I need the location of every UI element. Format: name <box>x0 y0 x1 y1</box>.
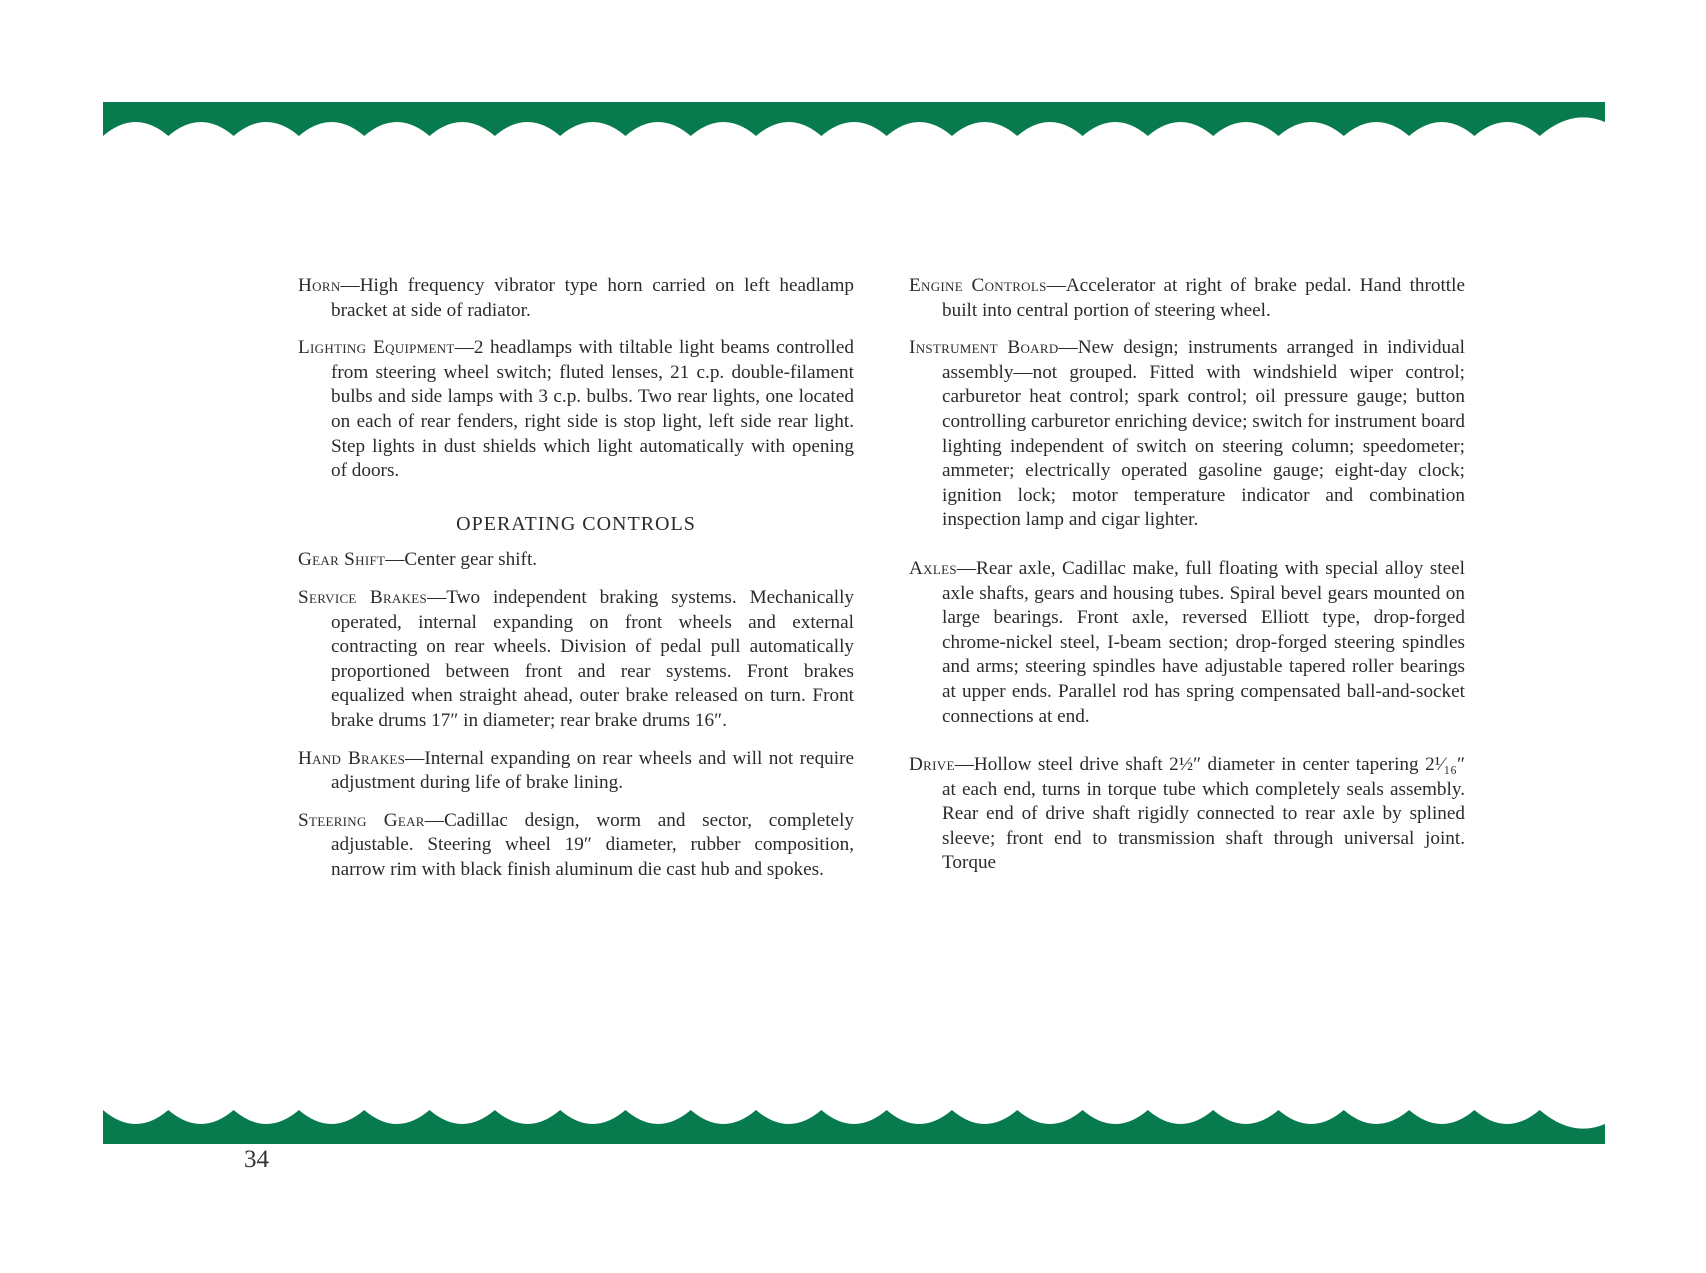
entry-term: Instrument Board <box>909 337 1059 359</box>
top-band-fill <box>103 102 1605 136</box>
bottom-scallop-shape <box>103 1104 1605 1144</box>
entry-term: Gear Shift <box>298 549 386 571</box>
bottom-decorative-band <box>103 1104 1605 1144</box>
entry-instrument-board: Instrument Board—New design; instruments arranged in individual assembly—not grouped. Fitted with windshield wiper control; carburetor heat control; spark control; oil pressure gauge; button controlling carburetor enriching device; switch for instrument board lighting independent of switch on steering column; speedometer; ammeter; electrically operated gasoline gauge; eight-day clock; ignition lock; motor temperature indicator and combination inspection lamp and cigar lighter. <box>909 337 1465 531</box>
entry-term: Drive <box>909 754 955 776</box>
entry-text: Internal expanding on rear wheels and will not require adjustment during life of brake lining. <box>331 747 854 794</box>
top-scallop-shape <box>103 102 1605 142</box>
entry-text: Two independent braking systems. Mechanically operated, internal expanding on front wheels and external contracting on rear wheels. Division of pedal pull automatically proportioned between front and rear systems. Front brakes equalized when straight ahead, outer brake released on turn. Front brake drums 17″ in diameter; rear brake drums 16″. <box>331 586 854 731</box>
entry-term: Engine Controls <box>909 275 1047 296</box>
top-decorative-band <box>103 102 1605 142</box>
entry-text: Hollow steel drive shaft 2½″ diameter in center tapering 2¹⁄₁₆″ at each end, turns in torque tube which completely seals assembly. Rear end of drive shaft rigidly connected to rear axle by splined sleeve; front end to transmission shaft through universal joint. Torque <box>942 754 1465 874</box>
entry-text: 2 headlamps with tiltable light beams controlled from steering wheel switch; fluted lenses, 21 c.p. double-filament bulbs and side lamps with 3 c.p. bulbs. Two rear lights, one located on each of rear fenders, right side is stop light, left side rear light. Step lights in dust shields which light automatically with opening of doors. <box>331 337 854 482</box>
entry-engine-controls: Engine Controls—Accelerator at right of brake pedal. Hand throttle built into central portion of steering wheel. <box>909 275 1465 321</box>
right-column <box>909 274 1465 889</box>
bottom-band-fill <box>103 1110 1605 1144</box>
entry-horn: Horn—High frequency vibrator type horn carried on left headlamp bracket at side of radiator. <box>298 275 854 321</box>
section-heading-operating-controls: OPERATING CONTROLS <box>456 512 696 535</box>
entry-text: New design; instruments arranged in individual assembly—not grouped. Fitted with windshield wiper control; carburetor heat control; spark control; oil pressure gauge; button controlling carburetor enriching device; switch for instrument board lighting independent of switch on steering column; speedometer; ammeter; electrically operated gasoline gauge; eight-day clock; ignition lock; motor temperature indicator and combination inspection lamp and cigar lighter. <box>942 337 1465 531</box>
entry-term: Lighting Equipment <box>298 337 455 359</box>
entry-steering-gear: Steering Gear—Cadillac design, worm and sector, completely adjustable. Steering wheel 19″ diameter, rubber composition, narrow rim with black finish aluminum die cast hub and spokes. <box>298 809 854 880</box>
entry-axles: Axles—Rear axle, Cadillac make, full floating with special alloy steel axle shafts, gears and housing tubes. Spiral bevel gears mounted on large bearings. Front axle, reversed Elliott type, drop-forged chrome-nickel steel, I-beam section; drop-forged steering spindles and arms; steering spindles have adjustable tapered roller bearings at upper ends. Parallel rod has spring compensated ball-and-socket connections at end. <box>909 557 1465 727</box>
entry-text: High frequency vibrator type horn carried on left headlamp bracket at side of radiator. <box>331 275 854 321</box>
entry-drive: Drive—Hollow steel drive shaft 2½″ diameter in center tapering 2¹⁄₁₆″ at each end, turns in torque tube which completely seals assembly. Rear end of drive shaft rigidly connected to rear axle by splined sleeve; front end to transmission shaft through universal joint. Torque <box>909 754 1465 874</box>
entry-term: Service Brakes <box>298 586 428 608</box>
entry-gear-shift: Gear Shift—Center gear shift. <box>298 549 538 571</box>
entry-text: Cadillac design, worm and sector, completely adjustable. Steering wheel 19″ diameter, rubber composition, narrow rim with black finish aluminum die cast hub and spokes. <box>331 809 854 880</box>
left-column <box>298 274 854 895</box>
entry-text: Rear axle, Cadillac make, full floating with special alloy steel axle shafts, gears and housing tubes. Spiral bevel gears mounted on large bearings. Front axle, reversed Elliott type, drop-forged chrome-nickel steel, I-beam section; drop-forged steering spindles and arms; steering spindles have adjustable tapered roller bearings at upper ends. Parallel rod has spring compensated ball-and-socket connections at end. <box>942 557 1465 727</box>
page-number: 34 <box>244 1146 269 1173</box>
entry-term: Horn <box>298 275 341 296</box>
entry-term: Axles <box>909 557 957 579</box>
entry-text: Center gear shift. <box>404 549 538 571</box>
entry-text: Accelerator at right of brake pedal. Hand throttle built into central portion of steering wheel. <box>942 275 1465 321</box>
entry-service-brakes: Service Brakes—Two independent braking systems. Mechanically operated, internal expanding on front wheels and external contracting on rear wheels. Division of pedal pull automatically proportioned between front and rear systems. Front brakes equalized when straight ahead, outer brake released on turn. Front brake drums 17″ in diameter; rear brake drums 16″. <box>298 586 854 731</box>
entry-lighting-equipment: Lighting Equipment—2 headlamps with tiltable light beams controlled from steering wheel switch; fluted lenses, 21 c.p. double-filament bulbs and side lamps with 3 c.p. bulbs. Two rear lights, one located on each of rear fenders, right side is stop light, left side rear light. Step lights in dust shields which light automatically with opening of doors. <box>298 337 854 482</box>
entry-hand-brakes: Hand Brakes—Internal expanding on rear wheels and will not require adjustment during life of brake lining. <box>298 747 854 794</box>
entry-term: Steering Gear <box>298 809 425 831</box>
entry-term: Hand Brakes <box>298 747 406 769</box>
